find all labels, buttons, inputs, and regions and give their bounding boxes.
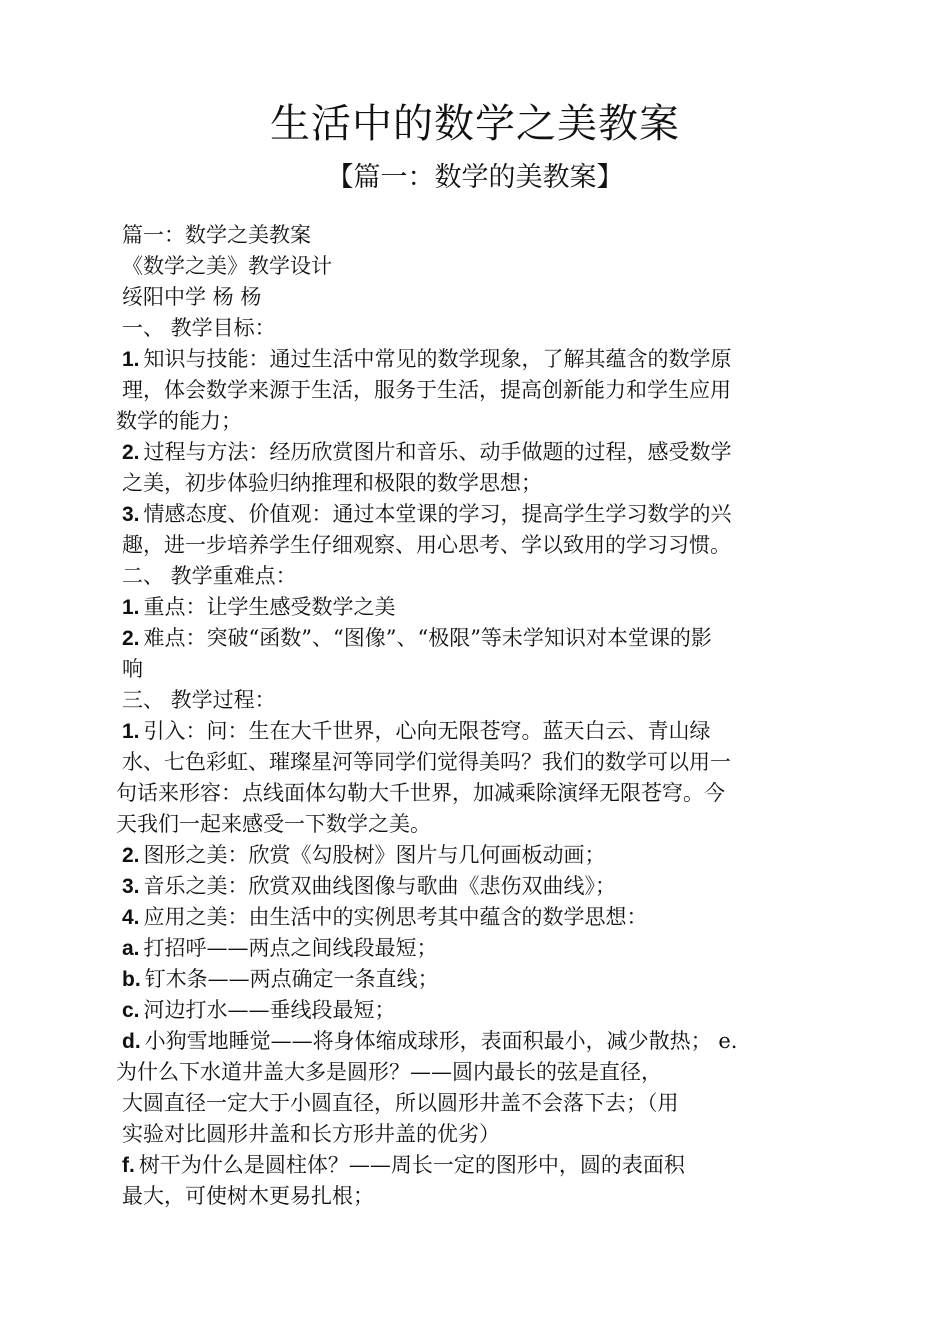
text-line [116,561,832,592]
text-line [116,437,832,468]
line-text: 绥阳中学 杨 杨 [122,285,262,309]
text-line [116,654,832,685]
line-text: 一、 教学目标： [122,316,276,340]
line-text: 难点：突破“函数”、“图像”、“极限”等未学知识对本堂课的影 [143,626,712,650]
line-text: 二、 教学重难点： [122,564,297,588]
line-text: 理，体会数学来源于生活，服务于生活，提高创新能力和学生应用 [122,378,731,402]
item-number: f. [122,1154,135,1177]
line-text: 钉木条——两点确定一条直线； [144,967,439,991]
line-text: 应用之美：由生活中的实例思考其中蕴含的数学思想： [143,905,648,929]
text-line [116,220,832,251]
text-line [116,778,832,809]
document-title: 生活中的数学之美教案 [270,101,680,147]
item-number: 1. [122,348,140,371]
text-line [116,499,832,530]
text-line [116,282,832,313]
line-text: 大圆直径一定大于小圆直径，所以圆形井盖不会落下去；（用 [122,1091,679,1115]
line-text: 《数学之美》教学设计 [122,254,332,278]
text-line [116,809,832,840]
line-text: 打招呼——两点之间线段最短； [143,936,438,960]
document-body [116,220,832,1212]
item-number: 3. [122,875,140,898]
line-text: 响 [122,657,143,681]
text-line [116,406,832,437]
line-text: 河边打水——垂线段最短； [143,998,396,1022]
text-line [116,1150,832,1181]
line-text: 重点：让学生感受数学之美 [143,595,396,619]
text-line [116,840,832,871]
text-line [116,251,832,282]
text-line [116,964,832,995]
text-line [116,902,832,933]
text-line [116,933,832,964]
line-text: 篇一：数学之美教案 [122,223,311,247]
line-text: 实验对比圆形井盖和长方形井盖的优劣） [122,1122,500,1146]
item-number: d. [122,1030,141,1053]
item-number: a. [122,937,140,960]
text-line [116,1057,832,1088]
item-number: 2. [122,441,140,464]
item-number: 3. [122,503,140,526]
line-text: 为什么下水道井盖大多是圆形？——圆内最长的弦是直径， [116,1060,662,1084]
text-line [116,747,832,778]
line-text: 天我们一起来感受一下数学之美。 [116,812,431,836]
item-number: 1. [122,596,140,619]
line-text: 过程与方法：经历欣赏图片和音乐、动手做题的过程，感受数学 [143,440,732,464]
item-number: b. [122,968,141,991]
text-line [116,313,832,344]
line-text: 音乐之美：欣赏双曲线图像与歌曲《悲伤双曲线》； [143,874,617,898]
text-line [116,530,832,561]
line-text: 最大，可使树木更易扎根； [122,1184,374,1208]
item-number: 1. [122,720,140,743]
text-line [116,468,832,499]
line-text: 之美，初步体验归纳推理和极限的数学思想； [122,471,542,495]
text-line [116,871,832,902]
text-line [116,1026,832,1057]
item-number: 2. [122,627,140,650]
text-line [116,623,832,654]
text-line [116,1119,832,1150]
line-text: 引入：问：生在大千世界，心向无限苍穹。蓝天白云、青山绿 [143,719,711,743]
line-text: 树干为什么是圆柱体？——周长一定的图形中，圆的表面积 [138,1153,685,1177]
line-text: 三、 教学过程： [122,688,276,712]
line-text: 知识与技能：通过生活中常见的数学现象，了解其蕴含的数学原 [143,347,732,371]
item-number: c. [122,999,140,1022]
line-text: 句话来形容：点线面体勾勒大千世界，加减乘除演绎无限苍穹。今 [116,781,725,805]
text-line [116,716,832,747]
line-text: 水、七色彩虹、璀璨星河等同学们觉得美吗？我们的数学可以用一 [122,750,731,774]
line-text: 图形之美：欣赏《勾股树》图片与几何画板动画； [143,843,606,867]
text-line [116,1088,832,1119]
line-text: 情感态度、价值观：通过本堂课的学习，提高学生学习数学的兴 [143,502,732,526]
text-line [116,344,832,375]
document-subtitle: 【篇一：数学的美教案】 [326,162,624,193]
text-line [116,995,832,1026]
item-number: 2. [122,844,140,867]
line-text: 小狗雪地睡觉——将身体缩成球形，表面积最小，减少散热； e. [144,1029,738,1053]
text-line [116,375,832,406]
line-text: 数学的能力； [116,409,242,433]
text-line [116,592,832,623]
line-text: 趣，进一步培养学生仔细观察、用心思考、学以致用的学习习惯。 [122,533,731,557]
item-number: 4. [122,906,140,929]
text-line [116,1181,832,1212]
text-line [116,685,832,716]
